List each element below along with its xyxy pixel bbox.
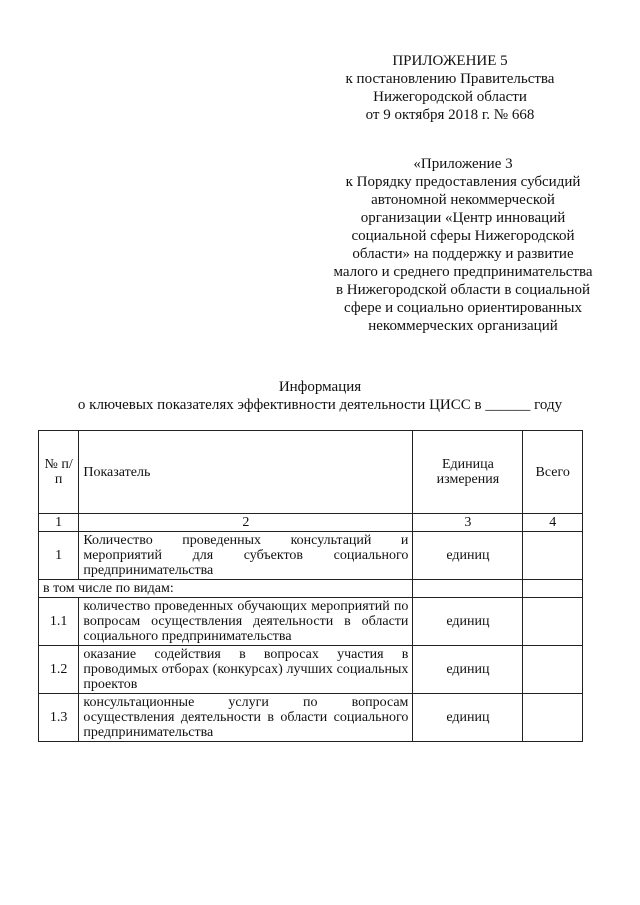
row-indicator: количество проведенных обучающих мероприятий по вопросам осуществления деятельности в области социального предпринимательства — [79, 598, 413, 646]
header-line-2: к постановлению Правительства — [345, 71, 555, 87]
appendix-number: ПРИЛОЖЕНИЕ 5 — [392, 53, 508, 69]
appendix-line: области» на поддержку и развитие — [352, 246, 574, 262]
appendix-line: автономной некоммерческой — [371, 192, 555, 208]
appendix-line: сфере и социально ориентированных — [344, 300, 582, 316]
appendix-line: организации «Центр инноваций — [360, 210, 566, 226]
row-indicator: Количество проведенных консультаций и мероприятий для субъектов социального предпринимательства — [79, 532, 413, 580]
row-unit: единиц — [413, 646, 523, 694]
row-number: 1.3 — [39, 694, 79, 742]
row-number: 1 — [39, 532, 79, 580]
row-indicator: консультационные услуги по вопросам осуществления деятельности в области социального предпринимательства — [79, 694, 413, 742]
column-number-row — [39, 514, 583, 532]
subheading-row — [39, 580, 583, 598]
row-total — [523, 598, 583, 646]
document-subtitle: о ключевых показателях эффективности деятельности ЦИСС в ______ году — [77, 397, 563, 413]
column-number: 2 — [79, 514, 413, 532]
column-number: 1 — [39, 514, 79, 532]
table-row — [39, 532, 583, 580]
row-unit: единиц — [413, 598, 523, 646]
header-unit: Единица измерения — [413, 431, 523, 514]
appendix-line: малого и среднего предпринимательства — [333, 264, 593, 280]
document-title: Информация — [278, 379, 362, 395]
resolution-header — [300, 52, 600, 124]
subheading-text: в том числе по видам: — [39, 580, 413, 598]
appendix-line: в Нижегородской области в социальной — [335, 282, 591, 298]
column-number: 4 — [523, 514, 583, 532]
header-line-4: от 9 октября 2018 г. № 668 — [365, 107, 535, 123]
header-indicator: Показатель — [79, 431, 413, 514]
table-row — [39, 598, 583, 646]
empty-cell — [413, 580, 523, 598]
appendix-line: «Приложение 3 — [413, 156, 513, 172]
appendix-line: к Порядку предоставления субсидий — [345, 174, 581, 190]
table-row — [39, 694, 583, 742]
row-total — [523, 646, 583, 694]
appendix-line: социальной сферы Нижегородской — [351, 228, 575, 244]
row-unit: единиц — [413, 532, 523, 580]
table-row — [39, 646, 583, 694]
column-number: 3 — [413, 514, 523, 532]
table-header-row — [39, 431, 583, 514]
row-total — [523, 694, 583, 742]
header-num: № п/п — [39, 431, 79, 514]
row-number: 1.2 — [39, 646, 79, 694]
row-total — [523, 532, 583, 580]
header-line-3: Нижегородской области — [373, 89, 527, 105]
row-unit: единиц — [413, 694, 523, 742]
appendix-reference — [318, 155, 608, 335]
indicators-table — [38, 430, 583, 742]
empty-cell — [523, 580, 583, 598]
appendix-line: некоммерческих организаций — [368, 318, 558, 334]
row-number: 1.1 — [39, 598, 79, 646]
row-indicator: оказание содействия в вопросах участия в проводимых отборах (конкурсах) лучших социальных проектов — [79, 646, 413, 694]
header-total: Всего — [523, 431, 583, 514]
